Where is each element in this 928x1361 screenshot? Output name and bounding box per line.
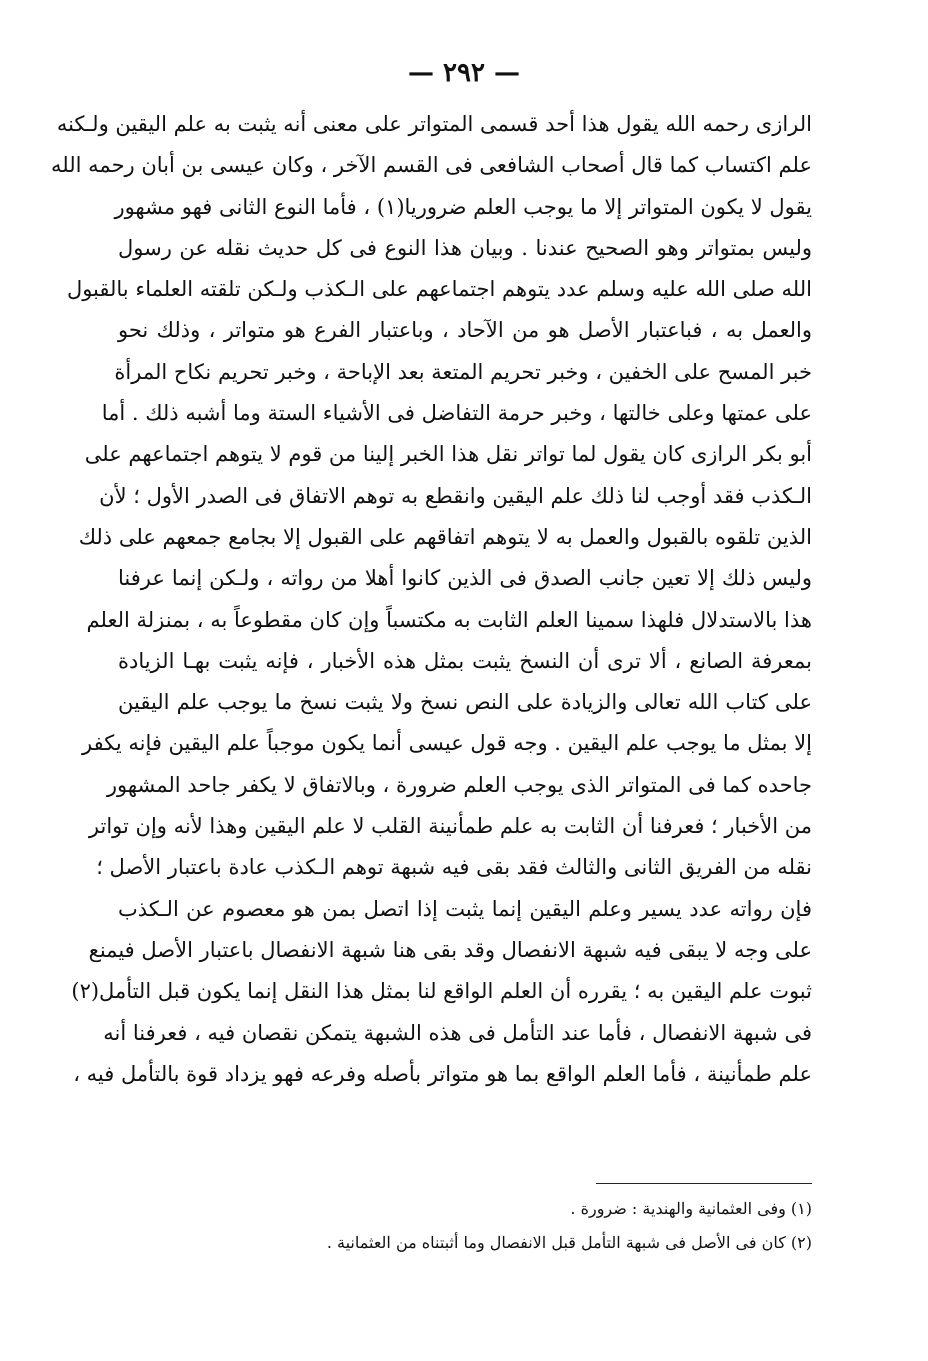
footnote: (٢) كان فى الأصل فى شبهة التأمل قبل الانفصال وما أثبتناه من العثمانية . (326, 1233, 812, 1252)
text-line: الله صلى الله عليه وسلم عدد يتوهم اجتماعهم على الـكذب ولـكن تلقته العلماء بالقبول (66, 277, 812, 302)
text-line: يقول لا يكون المتواتر إلا ما يوجب العلم ضروريا(١) ، فأما النوع الثانى فهو مشهور (114, 194, 812, 219)
text-line: وليس ذلك إلا تعين جانب الصدق فى الذين كانوا أهلا من رواته ، ولـكن إنما عرفنا (118, 566, 812, 591)
text-line: من الأخبار ؛ فعرفنا أن الثابت به علم طمأنينة القلب لا علم اليقين وهذا لأنه وإن تواتر (88, 814, 812, 839)
text-line: بمعرفة الصانع ، ألا ترى أن النسخ يثبت بمثل هذه الأخبار ، فإنه يثبت بهـا الزيادة (118, 648, 812, 673)
text-line: هذا بالاستدلال فلهذا سمينا العلم الثابت به مكتسباً وإن كان مقطوعاً به ، بمنزلة العلم (86, 607, 812, 632)
text-line: الـكذب فقد أوجب لنا ذلك علم اليقين وانقطع به توهم الاتفاق فى الصدر الأول ؛ لأن (99, 483, 812, 508)
text-line: وليس بمتواتر وهو الصحيح عندنا . وبيان هذا النوع فى كل حديث نقله عن رسول (118, 235, 812, 260)
text-line: ثبوت علم اليقين به ؛ يقرره أن العلم الواقع لنا بمثل هذا النقل إنما يكون قبل التأمل(٢) (71, 979, 812, 1004)
text-line: فى شبهة الانفصال ، فأما عند التأمل فى هذه الشبهة يتمكن نقصان فيه ، فعرفنا أنه (103, 1020, 812, 1045)
footnotes (300, 1192, 812, 1260)
page-number: — ٢٩٢ — (407, 58, 521, 88)
text-line: جاحده كما فى المتواتر الذى يوجب العلم ضرورة ، وبالاتفاق لا يكفر جاحد المشهور (106, 772, 812, 797)
text-line: خبر المسح على الخفين ، وخبر تحريم المتعة بعد الإباحة ، وخبر تحريم نكاح المرأة (114, 359, 812, 384)
text-line: الرازى رحمه الله يقول هذا أحد قسمى المتواتر على معنى أنه يثبت به علم اليقين ولـكنه (56, 112, 812, 136)
text-line: الذين تلقوه بالقبول والعمل به لا يتوهم اتفاقهم على القبول إلا بجامع جمعهم على ذلك (78, 524, 812, 549)
body-text (51, 104, 812, 1095)
footnote-separator (596, 1183, 812, 1184)
text-line: علم اكتساب كما قال أصحاب الشافعى فى القسم الآخر ، وكان عيسى بن أبان رحمه الله (51, 153, 812, 178)
text-line: والعمل به ، فباعتبار الأصل هو من الآحاد ، وباعتبار الفرع هو متواتر ، وذلك نحو (118, 318, 812, 343)
footnote: (١) وفى العثمانية والهندية : ضرورة . (570, 1199, 812, 1218)
text-line: على عمتها وعلى خالتها ، وخبر حرمة التفاضل فى الأشياء الستة وما أشبه ذلك . أما (101, 401, 812, 426)
text-line: نقله من الفريق الثانى والثالث فقد بقى فيه شبهة توهم الـكذب عادة باعتبار الأصل ؛ (96, 855, 812, 880)
text-line: أبو بكر الرازى كان يقول لما تواتر نقل هذا الخبر إلينا من قوم لا يتوهم اجتماعهم على (84, 442, 812, 467)
text-line: إلا بمثل ما يوجب علم اليقين . وجه قول عيسى أنما يكون موجباً علم اليقين فإنه يكفر (82, 731, 812, 756)
text-line: على وجه لا يبقى فيه شبهة الانفصال وقد بقى هنا شبهة الانفصال باعتبار الأصل فيمنع (88, 937, 812, 962)
text-line: علم طمأنينة ، فأما العلم الواقع بما هو متواتر بأصله وفرعه فهو يزداد قوة بالتأمل فيه ، (73, 1061, 812, 1086)
text-line: فإن رواته عدد يسير وعلم اليقين إنما يثبت إذا اتصل بمن هو معصوم عن الـكذب (118, 896, 812, 921)
text-line: على كتاب الله تعالى والزيادة على النص نسخ ولا يثبت نسخ ما يوجب علم اليقين (118, 690, 812, 715)
